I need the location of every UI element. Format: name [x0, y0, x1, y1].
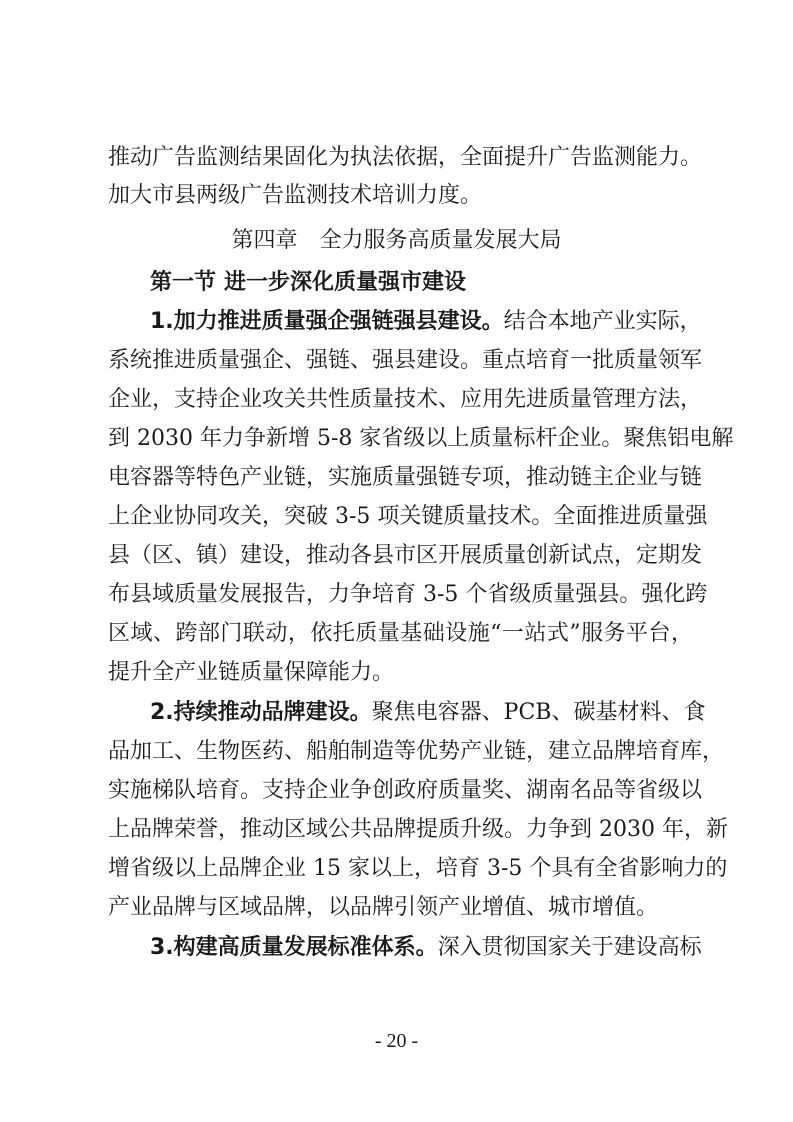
paragraph-text: 结合本地产业实际， [503, 309, 702, 334]
section-heading [150, 268, 466, 298]
body-line: 推动广告监测结果固化为执法依据，全面提升广告监测能力。 [108, 145, 703, 170]
body-line: 品加工、生物医药、船舶制造等优势产业链，建立品牌培育库， [108, 739, 725, 764]
body-line: 布县域质量发展报告，力争培育 3-5 个省级质量强县。强化跨 [108, 582, 708, 607]
body-line: 区域、跨部门联动，依托质量基础设施“一站式”服务平台， [108, 621, 693, 646]
body-line: 实施梯队培育。支持企业争创政府质量奖、湖南名品等省级以 [108, 778, 703, 803]
page-number: - 20 - [374, 1030, 419, 1052]
paragraph-text: 深入贯彻国家关于建设高标 [437, 935, 702, 960]
chapter-title: 全力服务高质量发展大局 [319, 228, 562, 253]
chapter-heading [0, 226, 793, 256]
paragraph-first-line [150, 933, 702, 963]
paragraph-first-line [150, 307, 702, 337]
body-line: 上企业协同攻关，突破 3-5 项关键质量技术。全面推进质量强 [108, 504, 708, 529]
paragraph-text: 聚焦电容器、PCB、碳基材料、食 [371, 700, 706, 725]
paragraph-lead: 2.持续推动品牌建设。 [150, 700, 372, 725]
paragraph-first-line [150, 698, 706, 728]
paragraph-lead: 3.构建高质量发展标准体系。 [150, 935, 438, 960]
body-line: 提升全产业链质量保障能力。 [108, 660, 395, 685]
body-line: 到 2030 年力争新增 5-8 家省级以上质量标杆企业。聚焦铝电解 [108, 426, 734, 451]
section-number: 第一节 [150, 270, 217, 295]
chapter-number: 第四章 [231, 228, 298, 253]
body-line: 上品牌荣誉，推动区域公共品牌提质升级。力争到 2030 年，新 [108, 817, 728, 842]
section-title: 进一步深化质量强市建设 [224, 270, 467, 295]
paragraph-lead: 1.加力推进质量强企强链强县建设。 [150, 309, 504, 334]
body-line: 增省级以上品牌企业 15 家以上，培育 3-5 个具有全省影响力的 [108, 856, 728, 881]
body-line: 企业，支持企业攻关共性质量技术、应用先进质量管理方法， [108, 387, 703, 412]
body-line: 加大市县两级广告监测技术培训力度。 [108, 183, 483, 208]
body-line: 县（区、镇）建设，推动各县市区开展质量创新试点，定期发 [108, 543, 703, 568]
body-line: 系统推进质量强企、强链、强县建设。重点培育一批质量领军 [108, 348, 703, 373]
body-line: 产业品牌与区域品牌，以品牌引领产业增值、城市增值。 [108, 895, 659, 920]
body-line: 电容器等特色产业链，实施质量强链专项，推动链主企业与链 [108, 465, 703, 490]
